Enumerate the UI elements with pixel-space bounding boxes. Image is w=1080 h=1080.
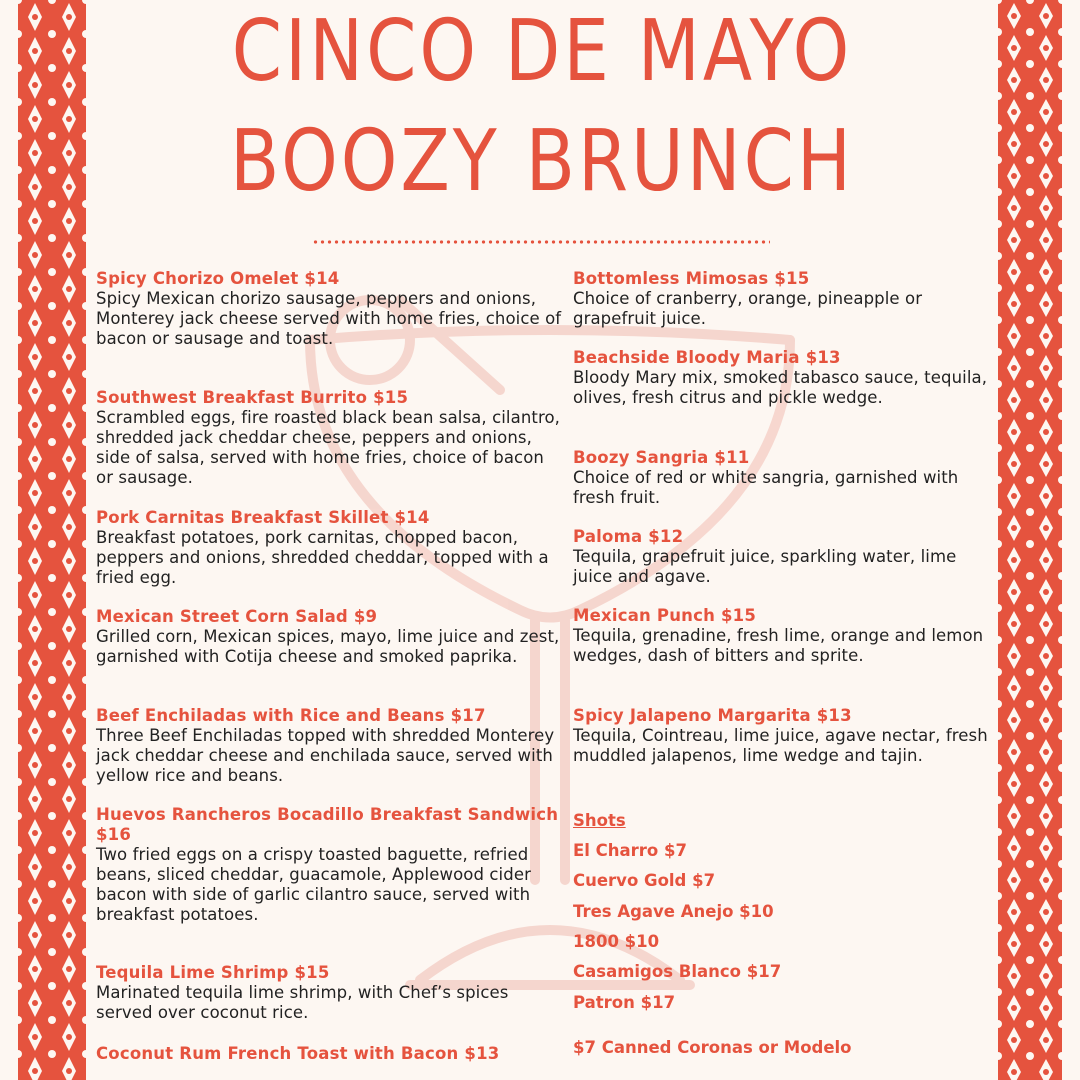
menu-item xyxy=(573,448,993,508)
item-description: Grilled corn, Mexican spices, mayo, lime juice and zest, garnished with Cotija cheese and smoked paprika. xyxy=(96,627,560,666)
item-description: Marinated tequila lime shrimp, with Chef’s spices served over coconut rice. xyxy=(96,983,509,1022)
item-name: Tequila Lime Shrimp $15 xyxy=(96,963,330,982)
item-name: Spicy Jalapeno Margarita $13 xyxy=(573,706,852,725)
item-name: Beef Enchiladas with Rice and Beans $17 xyxy=(96,706,486,725)
menu-item xyxy=(573,269,993,329)
item-description: Choice of red or white sangria, garnished with fresh fruit. xyxy=(573,468,959,507)
footer-note: $7 Canned Coronas or Modelo xyxy=(573,1038,852,1057)
item-description: Choice of cranberry, orange, pineapple or grapefruit juice. xyxy=(573,289,923,328)
item-description: Breakfast potatoes, pork carnitas, chopped bacon, peppers and onions, shredded cheddar, topped with a fried egg. xyxy=(96,528,549,587)
item-description: Spicy Mexican chorizo sausage, peppers and onions, Monterey jack cheese served with home fries, choice of bacon or sausage and toast. xyxy=(96,289,562,348)
item-name: Spicy Chorizo Omelet $14 xyxy=(96,269,340,288)
item-description: Tequila, grapefruit juice, sparkling water, lime juice and agave. xyxy=(573,547,957,586)
menu-item xyxy=(573,706,993,766)
item-name: Mexican Street Corn Salad $9 xyxy=(96,607,378,626)
item-name: Paloma $12 xyxy=(573,527,684,546)
shot-item: Cuervo Gold $7 xyxy=(573,871,716,890)
menu-item xyxy=(96,963,564,1023)
item-name: Coconut Rum French Toast with Bacon $13 xyxy=(96,1044,500,1063)
item-name: Southwest Breakfast Burrito $15 xyxy=(96,388,409,407)
left-border-pattern xyxy=(18,0,86,1080)
menu-item xyxy=(573,606,993,666)
shot-item: Tres Agave Anejo $10 xyxy=(573,902,774,921)
item-name: Boozy Sangria $11 xyxy=(573,448,750,467)
right-border-pattern xyxy=(998,0,1062,1080)
menu-item xyxy=(573,527,993,587)
item-description: Scrambled eggs, fire roasted black bean salsa, cilantro, shredded jack cheddar cheese, peppers and onions, side of salsa, served with home fries, choice of bacon or sausage. xyxy=(96,408,561,487)
menu-item xyxy=(96,388,564,488)
menu-item xyxy=(96,508,564,588)
menu-item xyxy=(96,607,564,667)
menu-item xyxy=(96,805,564,925)
shots-heading: Shots xyxy=(573,811,626,830)
title-line-1: CINCO DE MAYO xyxy=(231,0,853,101)
menu-item xyxy=(96,706,564,786)
item-name: Mexican Punch $15 xyxy=(573,606,757,625)
item-description: Two fried eggs on a crispy toasted baguette, refried beans, sliced cheddar, guacamole, Applewood cider bacon with side of garlic cilantro sauce, served with breakfast potatoes. xyxy=(96,845,531,924)
item-description: Bloody Mary mix, smoked tabasco sauce, tequila, olives, fresh citrus and pickle wedge. xyxy=(573,368,988,407)
item-description: Tequila, Cointreau, lime juice, agave nectar, fresh muddled jalapenos, lime wedge and tajin. xyxy=(573,726,988,765)
item-name: Huevos Rancheros Bocadillo Breakfast Sandwich $16 xyxy=(96,805,559,844)
shot-item: Patron $17 xyxy=(573,993,676,1012)
shot-item: El Charro $7 xyxy=(573,841,687,860)
item-description: Tequila, grenadine, fresh lime, orange and lemon wedges, dash of bitters and sprite. xyxy=(573,626,984,665)
menu-item xyxy=(96,1044,499,1064)
shot-item: Casamigos Blanco $17 xyxy=(573,962,782,981)
item-name: Beachside Bloody Maria $13 xyxy=(573,348,841,367)
shot-item: 1800 $10 xyxy=(573,932,660,951)
title-line-2: BOOZY BRUNCH xyxy=(229,110,855,211)
menu-item xyxy=(96,269,564,349)
item-name: Bottomless Mimosas $15 xyxy=(573,269,810,288)
item-name: Pork Carnitas Breakfast Skillet $14 xyxy=(96,508,430,527)
item-description: Three Beef Enchiladas topped with shredded Monterey jack cheddar cheese and enchilada sauce, served with yellow rice and beans. xyxy=(96,726,555,785)
menu-item xyxy=(573,348,993,408)
dotted-divider xyxy=(312,240,770,244)
